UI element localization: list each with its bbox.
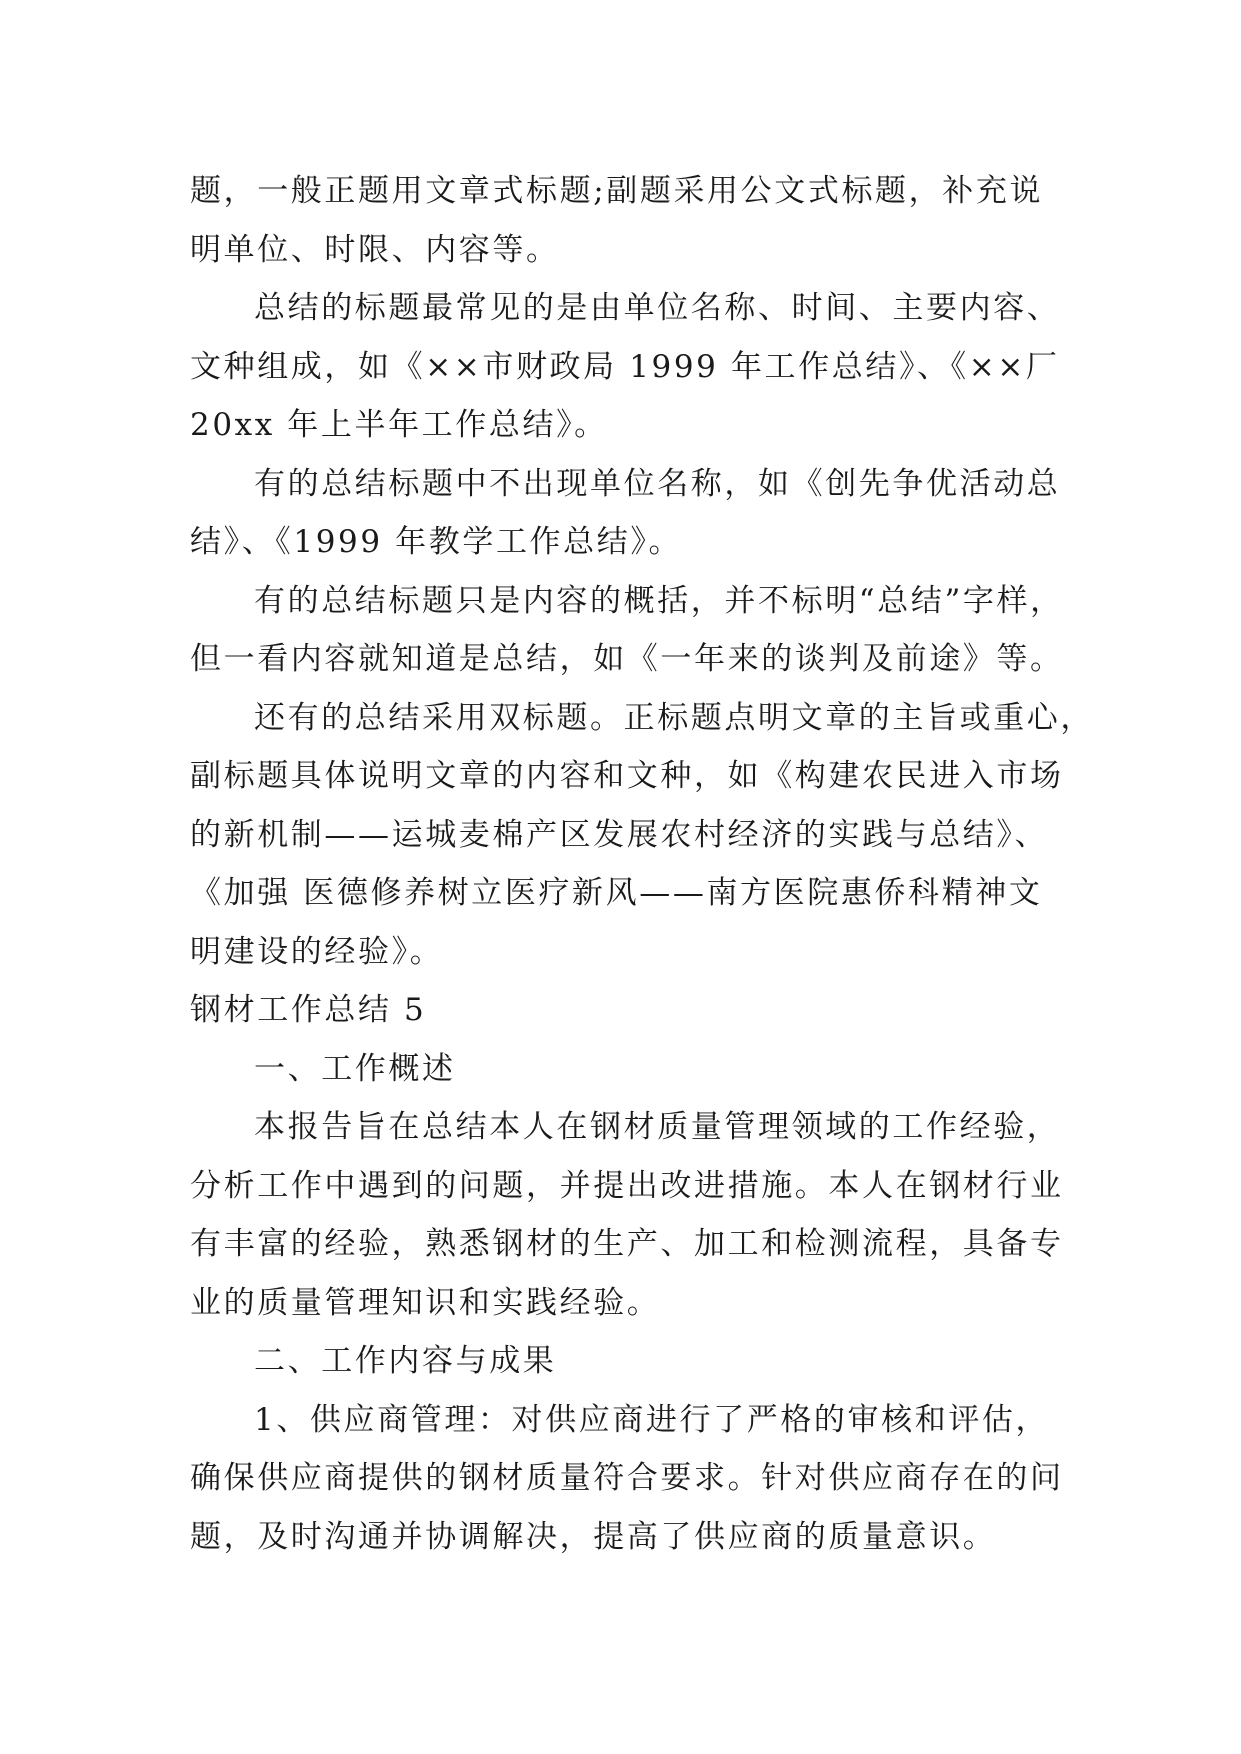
text-line: 20xx 年上半年工作总结》。 (190, 407, 608, 443)
text-line: 题，一般正题用文章式标题;副题采用公文式标题，补充说 (190, 173, 1044, 209)
document-body (190, 162, 1094, 1566)
text-line: 有丰富的经验，熟悉钢材的生产、加工和检测流程，具备专 (190, 1226, 1064, 1262)
text-line: 确保供应商提供的钢材质量符合要求。针对供应商存在的问 (190, 1460, 1064, 1496)
text-line: 总结的标题最常见的是由单位名称、时间、主要内容、 (254, 290, 1061, 326)
text-line: 本报告旨在总结本人在钢材质量管理领域的工作经验， (254, 1109, 1061, 1145)
text-line: 文种组成，如《××市财政局 1999 年工作总结》、《××厂 (190, 348, 1060, 385)
text-line: 副标题具体说明文章的内容和文种，如《构建农民进入市场 (190, 758, 1064, 794)
text-line: 还有的总结采用双标题。正标题点明文章的主旨或重心， (254, 699, 1094, 736)
text-line: 1、供应商管理：对供应商进行了严格的审核和评估， (254, 1401, 1050, 1438)
text-line: 题，及时沟通并协调解决，提高了供应商的质量意识。 (190, 1518, 997, 1555)
text-line: 明建设的经验》。 (190, 933, 444, 970)
text-line: 有的总结标题中不出现单位名称，如《创先争优活动总 (254, 465, 1061, 502)
text-line: 业的质量管理知识和实践经验。 (190, 1284, 661, 1321)
text-line: 但一看内容就知道是总结，如《一年来的谈判及前途》等。 (190, 641, 1064, 677)
text-line: 分析工作中遇到的问题，并提出改进措施。本人在钢材行业 (190, 1167, 1064, 1204)
section-heading: 一、工作概述 (254, 1050, 456, 1087)
text-line: 结》、《1999 年教学工作总结》。 (190, 524, 683, 560)
section-heading: 二、工作内容与成果 (254, 1343, 557, 1379)
text-line: 明单位、时限、内容等。 (190, 231, 560, 268)
text-line: 有的总结标题只是内容的概括，并不标明“总结”字样， (254, 582, 1064, 619)
section-title: 钢材工作总结 5 (190, 992, 427, 1028)
text-line: 《加强 医德修养树立医疗新风——南方医院惠侨科精神文 (190, 875, 1043, 911)
text-line: 的新机制——运城麦棉产区发展农村经济的实践与总结》、 (190, 816, 1049, 853)
